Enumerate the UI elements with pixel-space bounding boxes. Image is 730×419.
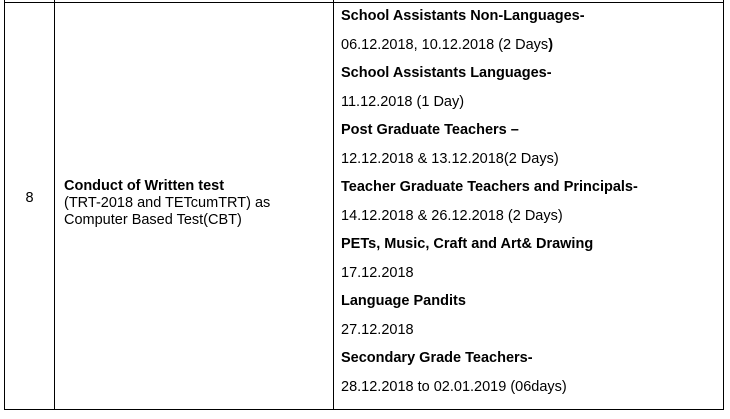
schedule-heading: PETs, Music, Craft and Art& Drawing — [341, 236, 594, 252]
schedule-table — [4, 0, 724, 410]
schedule-dates: 12.12.2018 & 13.12.2018(2 Days) — [341, 150, 559, 167]
schedule-heading: Teacher Graduate Teachers and Principals- — [341, 179, 638, 195]
schedule-heading: Secondary Grade Teachers- — [341, 350, 533, 366]
schedule-heading: School Assistants Languages- — [341, 65, 552, 81]
serial-number-cell: 8 — [25, 190, 34, 206]
schedule-dates — [341, 31, 721, 60]
schedule-dates: 14.12.2018 & 26.12.2018 (2 Days) — [341, 207, 563, 224]
schedule-dates-text: 06.12.2018, 10.12.2018 (2 Days — [341, 36, 549, 53]
schedule-cell — [341, 2, 721, 401]
column-divider-1 — [54, 0, 55, 409]
activity-title: Conduct of Written test — [64, 178, 225, 194]
schedule-heading: Post Graduate Teachers – — [341, 122, 519, 138]
activity-cell — [64, 178, 332, 229]
activity-detail: (TRT-2018 and TETcumTRT) as Computer Based Test(CBT) — [64, 195, 271, 228]
schedule-dates: 11.12.2018 (1 Day) — [341, 93, 465, 110]
column-divider-2 — [333, 0, 334, 409]
schedule-dates: 27.12.2018 — [341, 321, 414, 338]
schedule-heading: School Assistants Non-Languages- — [341, 8, 585, 24]
schedule-dates: 28.12.2018 to 02.01.2019 (06days) — [341, 378, 567, 395]
schedule-dates: 17.12.2018 — [341, 264, 414, 281]
schedule-heading: Language Pandits — [341, 293, 466, 309]
schedule-dates-closing: ) — [548, 36, 554, 53]
